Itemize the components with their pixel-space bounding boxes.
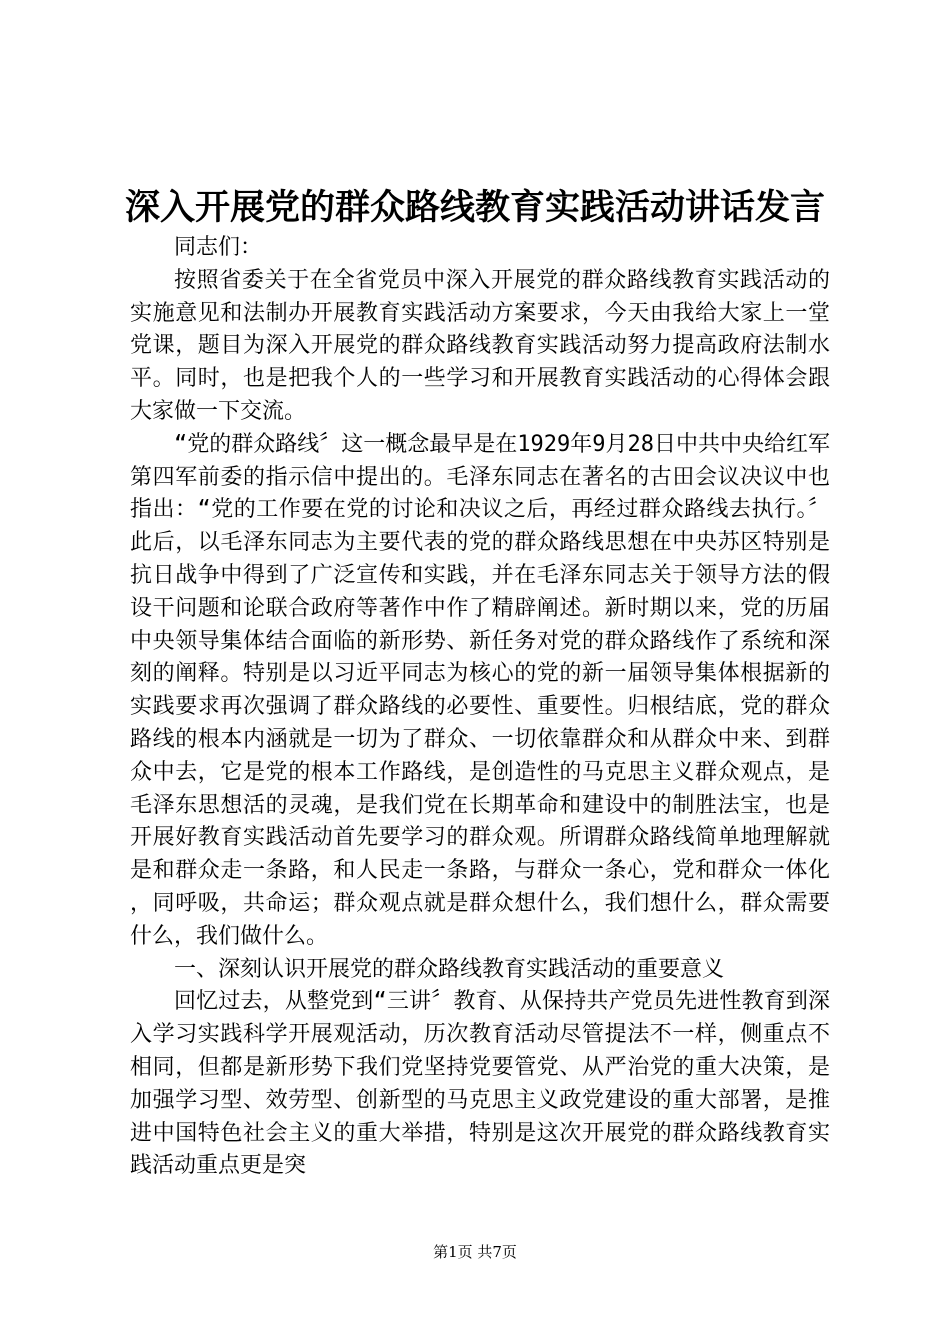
paragraph-intro: 按照省委关于在全省党员中深入开展党的群众路线教育实践活动的实施意见和法制办开展教育实践活动方案要求，今天由我给大家上一堂党课，题目为深入开展党的群众路线教育实践活动努力提高政府法制水平。同时，也是把我个人的一些学习和开展教育实践活动的心得体会跟大家做一下交流。 bbox=[130, 267, 830, 424]
section-heading: 一、深刻认识开展党的群众路线教育实践活动的重要意义 bbox=[174, 956, 725, 982]
document-title: 深入开展党的群众路线教育实践活动讲话发言 bbox=[124, 187, 825, 228]
paragraph-section-one: 回忆过去，从整党到“三讲〞教育、从保持共产党员先进性教育到深入学习实践科学开展观活动，历次教育活动尽管提法不一样，侧重点不相同，但都是新形势下我们党坚持党要管党、从严治党的重大决策，是加强学习型、效劳型、创新型的马克思主义政党建设的重大部署，是推进中国特色社会主义的重大举措，特别是这次开展党的群众路线教育实践活动重点更是突 bbox=[130, 989, 830, 1179]
page-number-footer: 第1页 共7页 bbox=[433, 1243, 517, 1261]
document-body bbox=[130, 232, 830, 1183]
paragraph-mass-line-history: “党的群众路线〞这一概念最早是在1929年9月28日中共中央给红军第四军前委的指示信中提出的。毛泽东同志在著名的古田会议决议中也指出：“党的工作要在党的讨论和决议之后，再经过群众路线去执行。〞此后，以毛泽东同志为主要代表的党的群众路线思想在中央苏区特别是抗日战争中得到了广泛宣传和实践，并在毛泽东同志关于领导方法的假设干问题和论联合政府等著作中作了精辟阐述。新时期以来，党的历届中央领导集体结合面临的新形势、新任务对党的群众路线作了系统和深刻的阐释。特别是以习近平同志为核心的党的新一届领导集体根据新的实践要求再次强调了群众路线的必要性、重要性。归根结底，党的群众路线的根本内涵就是一切为了群众、一切依靠群众和从群众中来、到群众中去，它是党的根本工作路线，是创造性的马克思主义群众观点，是毛泽东思想活的灵魂，是我们党在长期革命和建设中的制胜法宝，也是开展好教育实践活动首先要学习的群众观。所谓群众路线简单地理解就是和群众走一条路，和人民走一条路，与群众一条心，党和群众一体化，同呼吸，共命运；群众观点就是群众想什么，我们想什么，群众需要什么，我们做什么。 bbox=[130, 431, 830, 949]
salutation: 同志们： bbox=[174, 235, 263, 260]
